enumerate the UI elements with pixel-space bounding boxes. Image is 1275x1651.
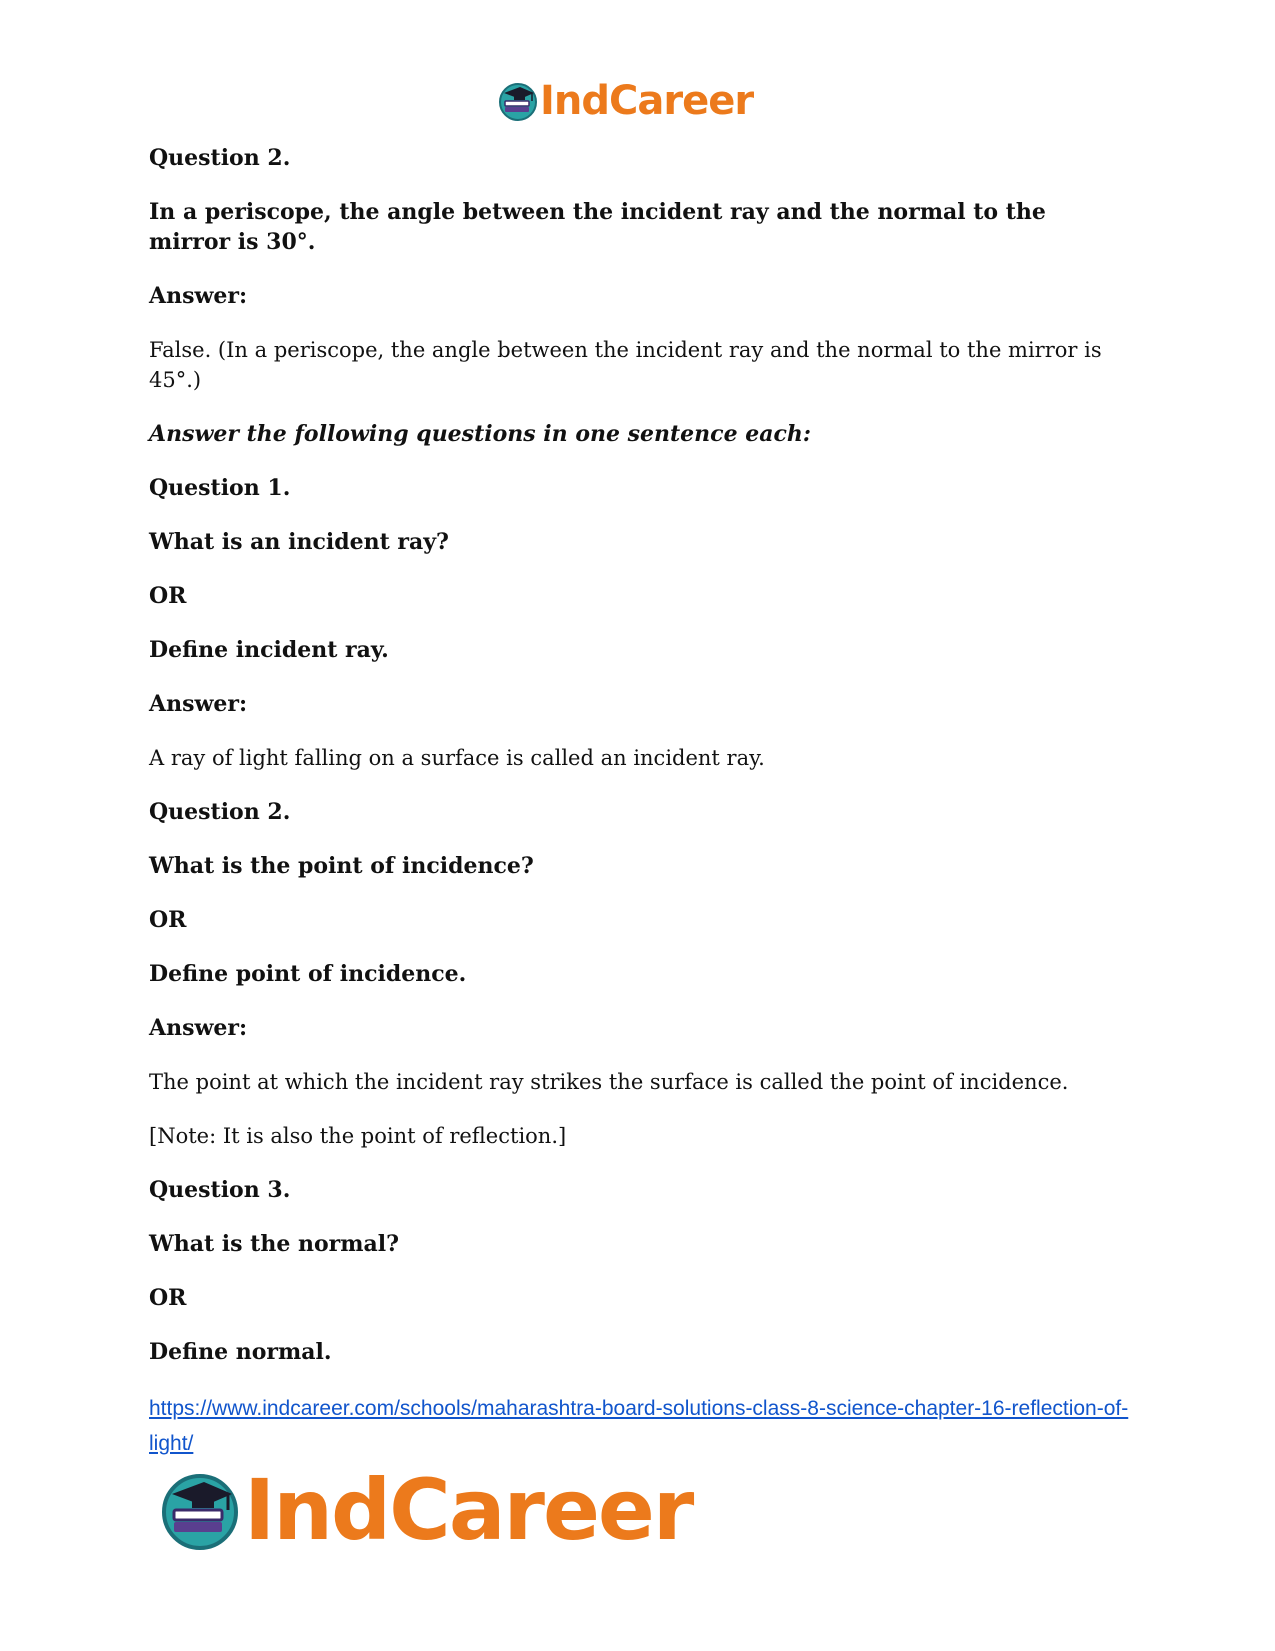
block-question-3-heading: Question 3. — [149, 1177, 291, 1203]
footer-source-link[interactable]: https://www.indcareer.com/schools/maharashtra-board-solutions-class-8-science-chapter-16-reflection-of-light/ — [149, 1397, 1129, 1455]
block-question-2-heading: Question 2. — [149, 145, 291, 171]
block-question-1-text: What is an incident ray? — [149, 529, 449, 555]
graduation-cap-book-globe-icon — [160, 1470, 240, 1550]
header-logo — [498, 78, 753, 124]
block-question-2-heading: Question 2. — [149, 799, 291, 825]
block-answer-text: A ray of light falling on a surface is called an incident ray. — [149, 746, 765, 770]
footer-logo — [160, 1461, 693, 1559]
block-or: OR — [149, 907, 187, 933]
block-answer-label: Answer: — [149, 1015, 248, 1041]
block-section-instruction: Answer the following questions in one sentence each: — [149, 421, 811, 447]
block-question-3-text: What is the normal? — [149, 1231, 400, 1257]
block-question-2-text: What is the point of incidence? — [149, 853, 534, 879]
block-question-3-alt: Define normal. — [149, 1339, 332, 1365]
block-or: OR — [149, 1285, 187, 1311]
block-answer-text: The point at which the incident ray strikes the surface is called the point of incidence. — [149, 1070, 1069, 1094]
block-answer-label: Answer: — [149, 283, 248, 309]
footer-brand-text: IndCareer — [244, 1461, 693, 1559]
block-question-2-alt: Define point of incidence. — [149, 961, 467, 987]
block-question-2-statement: In a periscope, the angle between the incident ray and the normal to the mirror is 30°. — [149, 199, 1046, 255]
graduation-cap-book-globe-icon — [498, 81, 538, 121]
header-brand-text: IndCareer — [540, 78, 754, 124]
block-answer-label: Answer: — [149, 691, 248, 717]
block-question-1-heading: Question 1. — [149, 475, 291, 501]
block-question-1-alt: Define incident ray. — [149, 637, 389, 663]
block-or: OR — [149, 583, 187, 609]
document-body — [149, 143, 1129, 1461]
block-note: [Note: It is also the point of reflection.] — [149, 1124, 567, 1148]
block-answer-text: False. (In a periscope, the angle between the incident ray and the normal to the mirror is 45°.) — [149, 338, 1102, 392]
